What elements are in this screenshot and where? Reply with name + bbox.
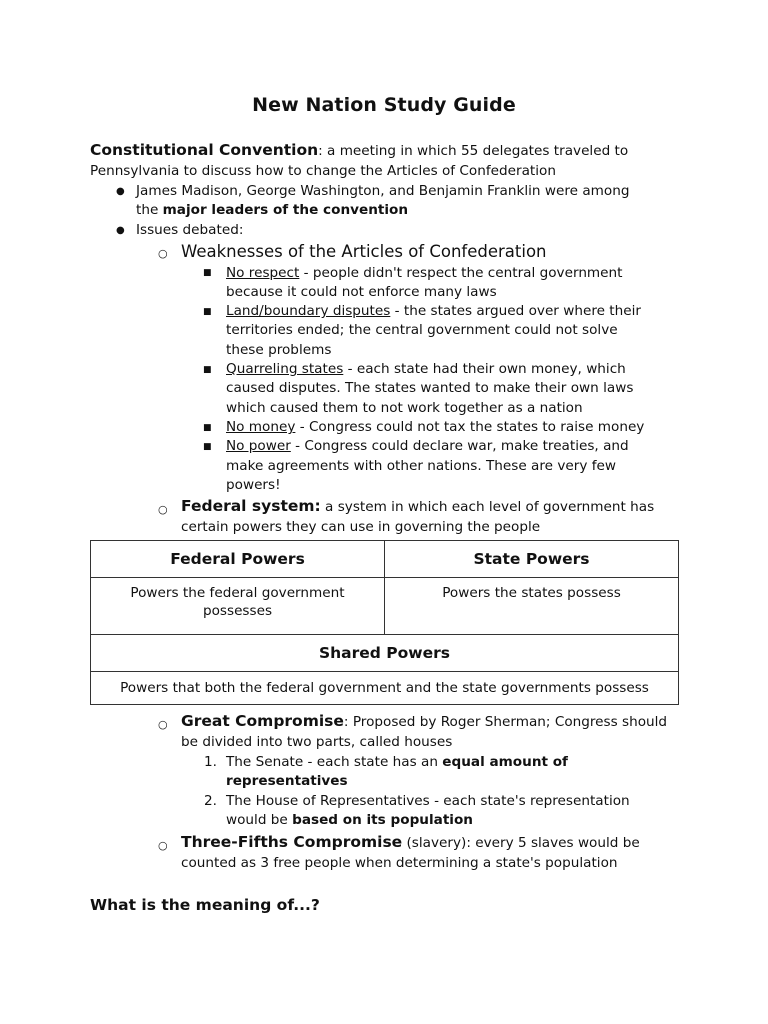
state-powers-cell: Powers the states possess: [385, 578, 679, 635]
weakness-item-cont: territories ended; the central government could not solve: [226, 322, 618, 338]
bullet-square-icon: ■: [203, 442, 212, 452]
bullet-circle-icon: ○: [158, 718, 168, 731]
leaders-line1: James Madison, George Washington, and Benjamin Franklin were among: [136, 183, 630, 199]
bullet-square-icon: ■: [203, 423, 212, 433]
state-powers-header: State Powers: [385, 541, 679, 578]
weakness-item-cont: powers!: [226, 477, 281, 493]
weakness-item-cont: which caused them to not work together as a nation: [226, 400, 583, 416]
great-compromise-line2: be divided into two parts, called houses: [181, 734, 453, 750]
federal-definition: Federal system: a system in which each level of government has: [181, 497, 655, 515]
federal-definition-line2: certain powers they can use in governing the people: [181, 519, 541, 535]
weakness-item: No power - Congress could declare war, make treaties, and: [226, 438, 629, 454]
house-item: The House of Representatives - each state's representation: [226, 793, 630, 809]
weakness-item-cont: make agreements with other nations. These are very few: [226, 458, 616, 474]
meaning-heading: What is the meaning of...?: [90, 896, 320, 914]
leaders-line2: the major leaders of the convention: [136, 202, 409, 218]
bullet-disc-icon: ●: [116, 225, 125, 236]
powers-table: [90, 540, 679, 705]
shared-powers-header: Shared Powers: [91, 635, 679, 672]
weakness-item: No money - Congress could not tax the states to raise money: [226, 419, 645, 435]
weakness-item: Land/boundary disputes - the states argued over where their: [226, 303, 641, 319]
weakness-item-cont: caused disputes. The states wanted to make their own laws: [226, 380, 634, 396]
bullet-circle-icon: ○: [158, 839, 168, 852]
bullet-square-icon: ■: [203, 307, 212, 317]
shared-powers-cell: Powers that both the federal government and the state governments possess: [91, 672, 679, 705]
great-compromise-definition: Great Compromise: Proposed by Roger Sherman; Congress should: [181, 712, 668, 730]
weakness-item-cont: because it could not enforce many laws: [226, 284, 497, 300]
federal-powers-header: Federal Powers: [91, 541, 385, 578]
convention-definition: Constitutional Convention: a meeting in which 55 delegates traveled to: [90, 141, 629, 159]
issues-label: Issues debated:: [136, 222, 244, 238]
weakness-item-cont: these problems: [226, 342, 332, 358]
bullet-circle-icon: ○: [158, 503, 168, 516]
weakness-item: Quarreling states - each state had their own money, which: [226, 361, 626, 377]
bullet-square-icon: ■: [203, 268, 212, 278]
list-number: 1.: [204, 754, 217, 770]
three-fifths-line2: counted as 3 free people when determining a state's population: [181, 855, 618, 871]
list-number: 2.: [204, 793, 217, 809]
senate-item: The Senate - each state has an equal amount of: [226, 754, 568, 770]
page-title: New Nation Study Guide: [252, 94, 516, 116]
weakness-item: No respect - people didn't respect the central government: [226, 265, 623, 281]
federal-powers-cell: Powers the federal government possesses: [91, 578, 385, 635]
three-fifths-definition: Three-Fifths Compromise (slavery): every 5 slaves would be: [181, 833, 640, 851]
convention-definition-line2: Pennsylvania to discuss how to change the Articles of Confederation: [90, 163, 556, 179]
convention-term: Constitutional Convention: [90, 141, 319, 159]
senate-item-cont: representatives: [226, 773, 348, 789]
bullet-disc-icon: ●: [116, 186, 125, 197]
house-item-cont: would be based on its population: [226, 812, 473, 828]
weaknesses-heading: Weaknesses of the Articles of Confederation: [181, 242, 547, 261]
bullet-circle-icon: ○: [158, 247, 168, 260]
bullet-square-icon: ■: [203, 365, 212, 375]
